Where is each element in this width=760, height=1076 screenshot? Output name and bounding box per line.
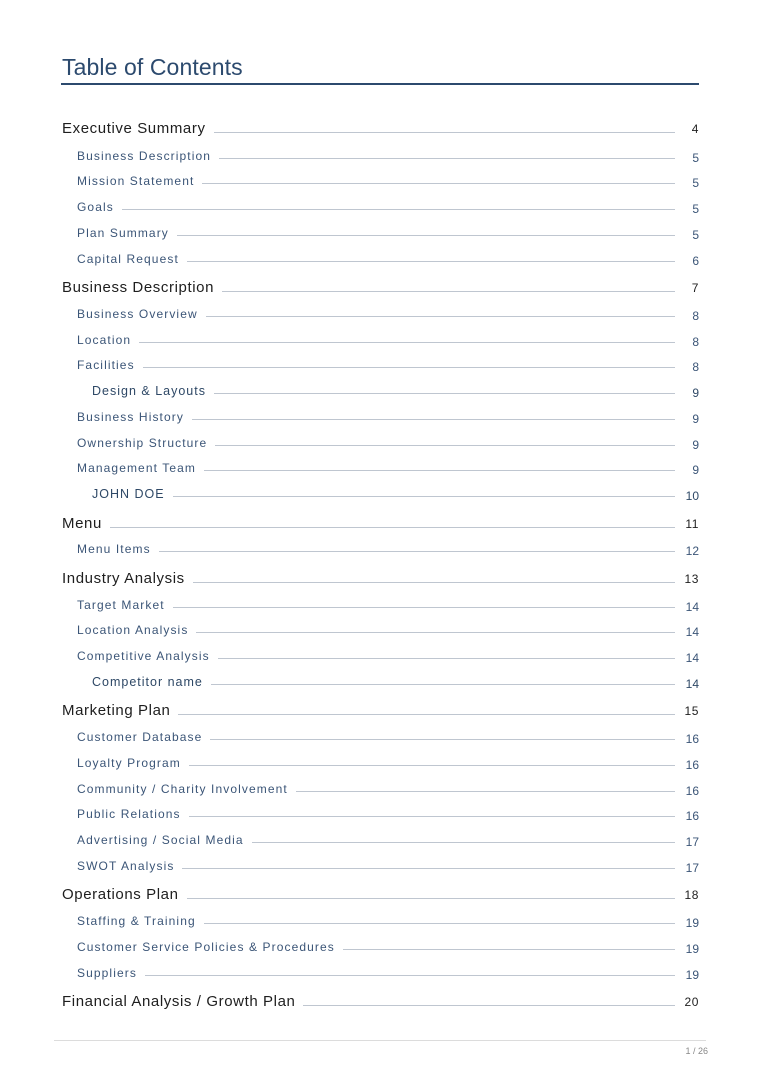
toc-entry-page-number: 17 [685, 835, 699, 849]
toc-entry-page-number: 19 [685, 916, 699, 930]
toc-entry-label: Community / Charity Involvement [77, 782, 288, 796]
page-indicator: 1 / 26 [685, 1046, 708, 1056]
toc-entry[interactable] [77, 307, 699, 321]
toc-entry-page-number: 12 [685, 544, 699, 558]
toc-entry[interactable] [62, 570, 699, 587]
toc-entry[interactable] [77, 436, 699, 450]
toc-entry[interactable] [62, 279, 699, 296]
toc-entry-page-number: 8 [692, 360, 699, 374]
toc-leader-line [296, 791, 675, 792]
toc-entry[interactable] [77, 730, 699, 744]
toc-entry-page-number: 14 [685, 677, 699, 691]
toc-leader-line [214, 132, 675, 133]
toc-entry[interactable] [62, 515, 699, 532]
toc-entry-label: Loyalty Program [77, 756, 181, 770]
toc-leader-line [252, 842, 675, 843]
toc-entry[interactable] [92, 675, 699, 689]
toc-entry-page-number: 5 [692, 228, 699, 242]
toc-entry-page-number: 19 [685, 942, 699, 956]
toc-entry-label: Business Description [62, 279, 215, 296]
toc-entry-page-number: 17 [685, 861, 699, 875]
toc-entry-label: Design & Layouts [92, 384, 206, 398]
toc-entry[interactable] [77, 940, 699, 954]
toc-entry[interactable] [77, 461, 699, 475]
toc-leader-line [210, 739, 675, 740]
toc-entry[interactable] [77, 649, 699, 663]
toc-leader-line [219, 158, 675, 159]
toc-entry-label: Executive Summary [62, 120, 206, 137]
toc-entry-label: Staffing & Training [77, 914, 196, 928]
toc-entry-label: Operations Plan [62, 886, 179, 903]
toc-entry-page-number: 9 [692, 463, 699, 477]
toc-entry-label: Public Relations [77, 807, 181, 821]
toc-entry-label: Advertising / Social Media [77, 833, 244, 847]
toc-entry-page-number: 5 [692, 151, 699, 165]
toc-entry-page-number: 5 [692, 202, 699, 216]
toc-entry-page-number: 16 [685, 809, 699, 823]
toc-leader-line [202, 183, 675, 184]
toc-entry-page-number: 11 [685, 517, 699, 531]
toc-entry-label: Competitive Analysis [77, 649, 210, 663]
toc-entry[interactable] [77, 200, 699, 214]
toc-entry[interactable] [77, 914, 699, 928]
toc-entry-page-number: 14 [685, 625, 699, 639]
toc-leader-line [211, 684, 675, 685]
toc-leader-line [204, 470, 675, 471]
toc-entry[interactable] [77, 226, 699, 240]
toc-entry-label: Capital Request [77, 252, 179, 266]
toc-leader-line [303, 1005, 675, 1006]
toc-leader-line [145, 975, 675, 976]
toc-entry-page-number: 16 [685, 732, 699, 746]
toc-leader-line [187, 898, 675, 899]
toc-entry-label: Menu [62, 515, 102, 532]
toc-leader-line [122, 209, 675, 210]
toc-entry[interactable] [92, 384, 699, 398]
toc-entry-label: Business Overview [77, 307, 198, 321]
toc-leader-line [193, 582, 675, 583]
toc-entry[interactable] [77, 966, 699, 980]
toc-leader-line [189, 816, 675, 817]
toc-entry-page-number: 4 [691, 122, 699, 136]
toc-entry-label: Marketing Plan [62, 702, 171, 719]
page-title: Table of Contents [62, 54, 243, 80]
toc-leader-line [204, 923, 675, 924]
toc-entry[interactable] [77, 833, 699, 847]
toc-leader-line [192, 419, 675, 420]
toc-entry-label: Business Description [77, 149, 212, 163]
toc-entry[interactable] [77, 252, 699, 266]
toc-leader-line [214, 393, 675, 394]
toc-leader-line [159, 551, 675, 552]
toc-leader-line [143, 367, 675, 368]
toc-entry[interactable] [77, 598, 699, 612]
toc-leader-line [173, 496, 675, 497]
toc-entry-label: Location Analysis [77, 623, 189, 637]
toc-entry[interactable] [92, 487, 699, 501]
toc-entry-label: Ownership Structure [77, 436, 208, 450]
toc-entry-label: Suppliers [77, 966, 137, 980]
toc-leader-line [196, 632, 675, 633]
toc-entry-label: Financial Analysis / Growth Plan [62, 993, 296, 1010]
toc-entry-page-number: 10 [685, 489, 699, 503]
toc-leader-line [218, 658, 675, 659]
toc-leader-line [215, 445, 675, 446]
toc-entry-label: Plan Summary [77, 226, 169, 240]
toc-entry-page-number: 9 [692, 438, 699, 452]
toc-entry[interactable] [77, 782, 699, 796]
toc-entry-page-number: 13 [684, 572, 699, 586]
toc-entry[interactable] [77, 410, 699, 424]
toc-entry-label: Customer Service Policies & Procedures [77, 940, 335, 954]
footer-divider [54, 1040, 706, 1041]
toc-leader-line [173, 607, 675, 608]
toc-leader-line [222, 291, 675, 292]
toc-leader-line [187, 261, 675, 262]
toc-entry-label: JOHN DOE [92, 487, 165, 501]
toc-entry-page-number: 15 [684, 704, 699, 718]
toc-entry[interactable] [77, 174, 699, 188]
toc-entry-page-number: 20 [684, 995, 699, 1009]
toc-leader-line [177, 235, 675, 236]
toc-entry-page-number: 19 [685, 968, 699, 982]
toc-leader-line [206, 316, 675, 317]
toc-entry-label: Management Team [77, 461, 197, 475]
toc-entry-label: Goals [77, 200, 114, 214]
toc-entry[interactable] [77, 358, 699, 372]
toc-entry-page-number: 9 [692, 412, 699, 426]
toc-entry[interactable] [62, 120, 699, 137]
toc-entry-label: Business History [77, 410, 184, 424]
toc-entry-label: Target Market [77, 598, 165, 612]
toc-entry-page-number: 5 [692, 176, 699, 190]
toc-entry-page-number: 8 [692, 335, 699, 349]
toc-entry[interactable] [77, 542, 699, 556]
toc-entry[interactable] [77, 333, 699, 347]
toc-leader-line [178, 714, 675, 715]
toc-entry[interactable] [77, 859, 699, 873]
toc-entry[interactable] [62, 993, 699, 1010]
toc-entry-page-number: 18 [684, 888, 699, 902]
toc-leader-line [110, 527, 675, 528]
toc-entry-label: Industry Analysis [62, 570, 185, 587]
toc-entry-label: SWOT Analysis [77, 859, 175, 873]
toc-entry[interactable] [77, 756, 699, 770]
toc-entry[interactable] [62, 886, 699, 903]
toc-entry[interactable] [77, 623, 699, 637]
toc-entry-page-number: 16 [685, 758, 699, 772]
toc-entry-page-number: 7 [691, 281, 699, 295]
toc-entry-label: Competitor name [92, 675, 203, 689]
toc-entry-page-number: 6 [692, 254, 699, 268]
toc-entry[interactable] [77, 807, 699, 821]
toc-entry-label: Mission Statement [77, 174, 195, 188]
toc-entry-page-number: 8 [692, 309, 699, 323]
toc-entry-label: Menu Items [77, 542, 151, 556]
toc-entry-page-number: 14 [685, 651, 699, 665]
toc-entry-label: Facilities [77, 358, 135, 372]
toc-leader-line [343, 949, 675, 950]
toc-entry-page-number: 16 [685, 784, 699, 798]
toc-entry[interactable] [62, 702, 699, 719]
toc-leader-line [182, 868, 675, 869]
toc-entry-label: Location [77, 333, 132, 347]
toc-entry-page-number: 9 [692, 386, 699, 400]
toc-leader-line [139, 342, 675, 343]
toc-entry-page-number: 14 [685, 600, 699, 614]
toc-entry[interactable] [77, 149, 699, 163]
toc-entry-label: Customer Database [77, 730, 203, 744]
toc-leader-line [189, 765, 675, 766]
